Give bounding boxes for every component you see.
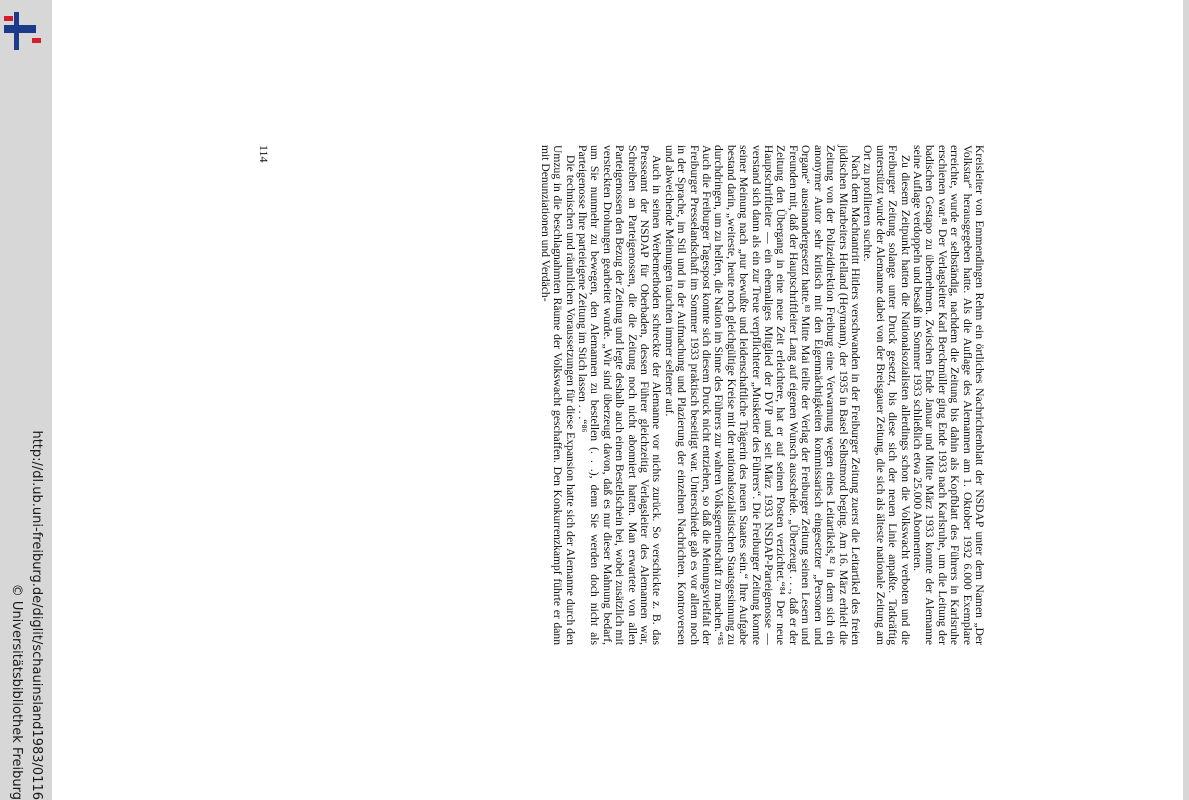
source-url[interactable]: http://dl.ub.uni-freiburg.de/diglit/schauinsland1983/0116 (29, 430, 44, 800)
paragraph: Auch in seinen Werbemethoden schreckte der Alemanne vor nichts zurück. So verschickte z. B. das Presseamt der NSDAP für Oberbaden, dessen Führer gleichzeitig Verlagsleiter des Alemannen war, Schreiben an Parteigenossen, die die Zeitung noch nicht abonniert hatten. Man erwartete von allen Parteigenossen den Bezug der Zeitung und legte deshalb auch einen Bestellschein bei, wobei zusätzlich mit versteckten Drohungen gearbeitet wurde. „Wir sind überzeugt davon, daß es nur dieser Mahnung bedarf, um Sie nunmehr zu bewegen, den Alemannen zu bestellen (. . .), denn Sie werden doch nicht als Parteigenosse Ihre parteieigene Zeitung im Stich lassen . . .“⁸⁶ (576, 145, 664, 645)
paragraph: Kreisleiter von Emmendingen Rehm ein örtliches Nachrichtenblatt der NSDAP unter dem Namen „Der Volkstar“ herausgegeben hatte. Als die Auflage des Alemannen am 1. Oktober 1932 6.000 Exemplare erreichte, wurde er selbständig, nachdem die Zeitung bis dahin als Kopfblatt des Führers in Karlsruhe erschienen war.⁸¹ Der Verlagsleiter Karl Berckmüller ging Ende 1933 nach Karlsruhe, um die Leitung der badischen Gestapo zu übernehmen. Zwischen Ende Januar und Mitte März 1933 konnte der Alemanne seine Auflage verdoppeln und besaß im Sommer 1933 schließlich etwa 25.000 Abonnenten. (910, 145, 986, 645)
paragraph: Die technischen und räumlichen Voraussetzungen für diese Expansion hatte sich der Alemanne durch den Umzug in die beschlagnahmten Räume der Volkswacht geschaffen. Den Konkurrenzkampf führte er dann mit Denunziationen und Verdäch- (538, 145, 577, 645)
sidebar-text (0, 0, 52, 800)
copyright-notice: © Universitätsbibliothek Freiburg (9, 583, 24, 800)
paragraph: Nach dem Machtantritt Hitlers verschwanden in der Freiburger Zeitung zuerst die Leitartikel des freien jüdischen Mitarbeiters Helland (Heymann), der 1935 in Basel Selbstmord beging. Am 16. März erhielt die Zeitung von der Polizeidirektion Freiburg eine Verwarnung wegen eines Leitartikels,⁸² in dem sich ein anonymer Autor sehr kritisch mit den Eigenmächtigkeiten kommissarisch eingesetzter „Personen und Organe“ auseinandergesetzt hatte.⁸³ Mitte Mai teilte der Verlag der Freiburger Zeitung seinen Lesern und Freunden mit, daß der Hauptschriftleiter Lang auf eigenen Wunsch ausscheide. „Überzeugt . . ., daß er der Zeitung den Übergang in eine neue Zeit erleichtere, hat er auf seinen Posten verzichtet.“⁸⁴ Der neue Hauptschriftleiter — ein ehemaliges Mitglied der DVP und seit März 1933 NSDAP-Parteigenosse — verstand sich dann als ein zur Treue verpflichteter „Musketier des Führers“. Die Freiburger Zeitung konnte seiner Meinung nach „nur bewußte und leidenschaftliche Trägerin des neuen Staates sein.“ Ihre Aufgabe bestand darin, „weiteste, heute noch gleichgültige Kreise mit der nationalsozialistischen Staatsgesinnung zu durchdringen, um zu helfen, die Nation im Sinne des Führers zur wahren Volksgemeinschaft zu machen.“⁸⁵ Auch die Freiburger Tagespost konnte sich diesem Druck nicht entziehen, so daß die Meinungsvielfalt der Freiburger Presselandschaft im Sommer 1933 praktisch beseitigt war. Unterschiede gab es vor allem noch in der Sprache, im Stil und in der Aufmachung und Plazierung der einzelnen Nachrichten. Kontroversen und abweichende Meinungen tauchten immer seltener auf. (662, 145, 862, 645)
paragraph: Zu diesem Zeitpunkt hatten die Nationalsozialisten allerdings schon die Volkswacht verboten und die Freiburger Zeitung solange unter Druck gesetzt, bis diese sich der neuen Linie anpaßte. Tatkräftig unterstützt wurde der Alemanne dabei von der Breisgauer Zeitung, die sich als älteste nationale Zeitung am Ort zu profilieren suchte. (861, 145, 912, 645)
scrollbar-track[interactable] (1183, 0, 1189, 800)
rotated-page-scan (250, 145, 985, 645)
page-number: 114 (257, 145, 271, 163)
page-text (538, 145, 985, 645)
viewer-sidebar (0, 0, 52, 800)
